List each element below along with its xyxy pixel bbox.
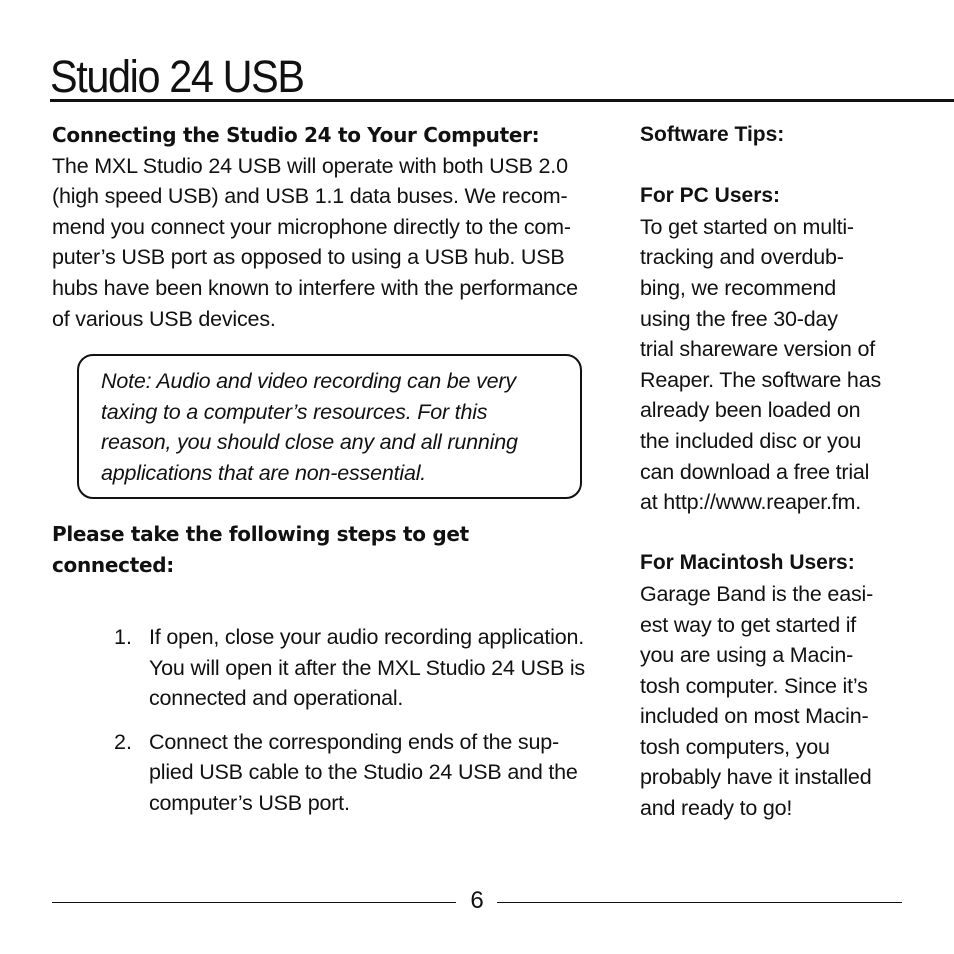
text-line: tosh computers, you bbox=[640, 734, 830, 759]
mac-users-paragraph bbox=[640, 579, 910, 824]
text-line: tosh computer. Since it’s bbox=[640, 673, 868, 698]
text-line: the included disc or you bbox=[640, 428, 862, 453]
step-number: 1. bbox=[114, 625, 132, 649]
steps-heading-line: Please take the following steps to get bbox=[52, 522, 469, 546]
step-line: Connect the corresponding ends of the sup- bbox=[149, 729, 559, 754]
step-line: You will open it after the MXL Studio 24 USB is bbox=[149, 655, 585, 680]
step-item bbox=[114, 727, 634, 819]
text-line: already been loaded on bbox=[640, 398, 861, 423]
step-item bbox=[114, 622, 634, 714]
steps-heading-line: connected: bbox=[52, 552, 174, 577]
footer-divider-right bbox=[497, 902, 902, 903]
text-line: The MXL Studio 24 USB will operate with both USB 2.0 bbox=[52, 153, 568, 178]
text-line: trial shareware version of bbox=[640, 337, 875, 362]
text-line: and ready to go! bbox=[640, 796, 793, 821]
text-line: at http://www.reaper.fm. bbox=[640, 490, 862, 515]
intro-paragraph bbox=[52, 151, 627, 335]
steps-list bbox=[114, 622, 634, 832]
step-line: connected and operational. bbox=[149, 686, 404, 711]
step-text bbox=[149, 622, 585, 714]
step-line: computer’s USB port. bbox=[149, 790, 350, 815]
text-line: can download a free trial bbox=[640, 459, 870, 484]
page-title: Studio 24 USB bbox=[50, 51, 304, 102]
left-column bbox=[52, 120, 627, 334]
note-line: applications that are non-essential. bbox=[101, 460, 427, 485]
text-line: mend you connect your microphone directly to the com- bbox=[52, 214, 571, 239]
text-line: of various USB devices. bbox=[52, 306, 276, 331]
spacer bbox=[640, 151, 910, 182]
text-line: Reaper. The software has bbox=[640, 367, 882, 392]
text-line: probably have it installed bbox=[640, 765, 872, 790]
step-line: If open, close your audio recording application. bbox=[149, 625, 585, 649]
text-line: included on most Macin- bbox=[640, 704, 869, 729]
step-line: plied USB cable to the Studio 24 USB and the bbox=[149, 760, 578, 785]
section-heading: Connecting the Studio 24 to Your Computer: bbox=[52, 123, 540, 147]
page-number: 6 bbox=[470, 887, 484, 914]
text-line: bing, we recommend bbox=[640, 275, 836, 300]
footer-divider-left bbox=[52, 902, 456, 903]
text-line: you are using a Macin- bbox=[640, 643, 854, 668]
spacer bbox=[640, 518, 910, 549]
note-line: taxing to a computer’s resources. For this bbox=[101, 399, 488, 424]
software-tips-heading: Software Tips: bbox=[640, 123, 785, 146]
text-line: hubs have been known to interfere with the performance bbox=[52, 275, 578, 300]
note-line: reason, you should close any and all running bbox=[101, 430, 518, 455]
text-line: tracking and overdub- bbox=[640, 245, 844, 270]
step-number: 2. bbox=[114, 729, 132, 754]
title-divider bbox=[50, 99, 954, 102]
steps-heading bbox=[52, 519, 572, 580]
text-line: est way to get started if bbox=[640, 612, 857, 637]
step-text bbox=[149, 727, 578, 819]
mac-users-heading: For Macintosh Users: bbox=[640, 551, 855, 575]
note-box bbox=[77, 354, 582, 499]
text-line: (high speed USB) and USB 1.1 data buses. We recom- bbox=[52, 184, 568, 209]
text-line: To get started on multi- bbox=[640, 214, 854, 239]
pc-users-heading: For PC Users: bbox=[640, 184, 781, 208]
note-line: Note: Audio and video recording can be very bbox=[101, 369, 516, 393]
text-line: puter’s USB port as opposed to using a USB hub. USB bbox=[52, 245, 565, 270]
pc-users-paragraph bbox=[640, 212, 910, 518]
text-line: Garage Band is the easi- bbox=[640, 581, 874, 606]
software-tips-column bbox=[640, 120, 910, 824]
text-line: using the free 30-day bbox=[640, 306, 838, 331]
